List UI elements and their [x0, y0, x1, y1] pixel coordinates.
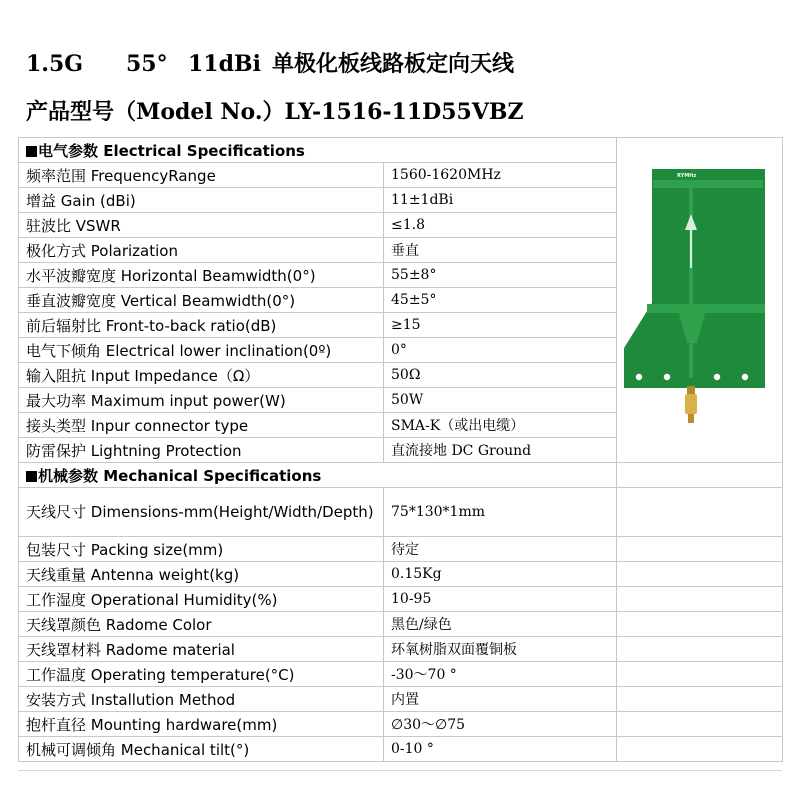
- connector-base: [687, 386, 695, 394]
- blank-cell: [617, 537, 783, 562]
- spec-value: -30～70 °: [384, 662, 617, 687]
- spec-label: 接头类型 Inpur connector type: [19, 413, 384, 438]
- spec-value: 75*130*1mm: [384, 488, 617, 537]
- spec-label: 包装尺寸 Packing size(mm): [19, 537, 384, 562]
- spec-label: 输入阻抗 Input Impedance（Ω）: [19, 363, 384, 388]
- mounting-hole: [636, 374, 642, 380]
- spec-label: 天线尺寸 Dimensions-mm(Height/Width/Depth): [19, 488, 384, 537]
- sma-connector: [685, 394, 697, 414]
- electrical-section-title: [19, 138, 617, 163]
- spec-row: [19, 662, 783, 687]
- dipole-element: [647, 304, 765, 313]
- spec-value: 黑色/绿色: [384, 612, 617, 637]
- spec-label: 天线罩材料 Radome material: [19, 637, 384, 662]
- table-bottom-line: [18, 770, 782, 771]
- spec-label: 最大功率 Maximum input power(W): [19, 388, 384, 413]
- spec-row: [19, 687, 783, 712]
- silk-text: RYMHz: [677, 173, 697, 179]
- spec-label: 增益 Gain (dBi): [19, 188, 384, 213]
- spec-label: 驻波比 VSWR: [19, 213, 384, 238]
- spec-value: SMA-K（或出电缆）: [384, 413, 617, 438]
- arrow-shaft: [690, 228, 692, 268]
- blank-cell: [617, 488, 783, 537]
- spec-value: 10-95: [384, 587, 617, 612]
- electrical-section-header: [19, 138, 783, 163]
- spec-value: 1560-1620MHz: [384, 163, 617, 188]
- pcb-board: [624, 169, 765, 388]
- mechanical-section-header: [19, 463, 783, 488]
- spec-label: 天线罩颜色 Radome Color: [19, 612, 384, 637]
- product-title: [26, 44, 514, 84]
- blank-cell: [617, 587, 783, 612]
- antenna-image-cell: [617, 138, 783, 463]
- spec-label: 工作温度 Operating temperature(°C): [19, 662, 384, 687]
- spec-label: 抱杆直径 Mounting hardware(mm): [19, 712, 384, 737]
- title-frequency: 1.5G: [26, 51, 84, 77]
- blank-cell: [617, 737, 783, 762]
- spec-value: 0.15Kg: [384, 562, 617, 587]
- blank-cell: [617, 562, 783, 587]
- spec-row: [19, 488, 783, 537]
- spec-value: 0-10 °: [384, 737, 617, 762]
- section-title-text: 电气参数 Electrical Specifications: [38, 141, 305, 160]
- spec-label: 频率范围 FrequencyRange: [19, 163, 384, 188]
- spec-value: 50W: [384, 388, 617, 413]
- spec-row: [19, 637, 783, 662]
- mounting-hole: [664, 374, 670, 380]
- mechanical-section-title: [19, 463, 617, 488]
- spec-table: [18, 137, 783, 762]
- spec-label: 电气下倾角 Electrical lower inclination(0º): [19, 338, 384, 363]
- spec-label: 安装方式 Installution Method: [19, 687, 384, 712]
- blank-cell: [617, 612, 783, 637]
- title-beam-angle: 55°: [126, 51, 168, 77]
- blank-cell: [617, 712, 783, 737]
- spec-label: 工作湿度 Operational Humidity(%): [19, 587, 384, 612]
- mounting-hole: [714, 374, 720, 380]
- top-element: [653, 180, 763, 188]
- spec-value: 环氧树脂双面覆铜板: [384, 637, 617, 662]
- spec-row: [19, 562, 783, 587]
- spec-value: 直流接地 DC Ground: [384, 438, 617, 463]
- spec-value: ∅30～∅75: [384, 712, 617, 737]
- blank-cell: [617, 637, 783, 662]
- blank-cell: [617, 463, 783, 488]
- square-bullet-icon: [26, 146, 37, 157]
- spec-value: 50Ω: [384, 363, 617, 388]
- spec-value: 11±1dBi: [384, 188, 617, 213]
- connector-pin: [688, 414, 694, 423]
- blank-cell: [617, 662, 783, 687]
- spec-row: [19, 737, 783, 762]
- spec-label: 前后辐射比 Front-to-back ratio(dB): [19, 313, 384, 338]
- spec-value: 55±8°: [384, 263, 617, 288]
- spec-row: [19, 712, 783, 737]
- spec-label: 极化方式 Polarization: [19, 238, 384, 263]
- spec-value: ≤1.8: [384, 213, 617, 238]
- spec-label: 防雷保护 Lightning Protection: [19, 438, 384, 463]
- spec-label: 天线重量 Antenna weight(kg): [19, 562, 384, 587]
- spec-value: 内置: [384, 687, 617, 712]
- spec-row: [19, 612, 783, 637]
- model-number: 产品型号（Model No.）LY-1516-11D55VBZ: [26, 99, 524, 125]
- title-gain: 11dBi: [188, 51, 261, 77]
- title-description: 单极化板线路板定向天线: [272, 51, 515, 77]
- spec-value: 待定: [384, 537, 617, 562]
- spec-row: [19, 537, 783, 562]
- spec-value: ≥15: [384, 313, 617, 338]
- blank-cell: [617, 687, 783, 712]
- spec-label: 机械可调倾角 Mechanical tilt(°): [19, 737, 384, 762]
- square-bullet-icon: [26, 471, 37, 482]
- mounting-hole: [742, 374, 748, 380]
- section-title-text: 机械参数 Mechanical Specifications: [38, 466, 322, 485]
- spec-value: 0°: [384, 338, 617, 363]
- spec-label: 水平波瓣宽度 Horizontal Beamwidth(0°): [19, 263, 384, 288]
- antenna-pcb-image: [617, 138, 783, 437]
- spec-value: 垂直: [384, 238, 617, 263]
- spec-value: 45±5°: [384, 288, 617, 313]
- spec-label: 垂直波瓣宽度 Vertical Beamwidth(0°): [19, 288, 384, 313]
- spec-row: [19, 587, 783, 612]
